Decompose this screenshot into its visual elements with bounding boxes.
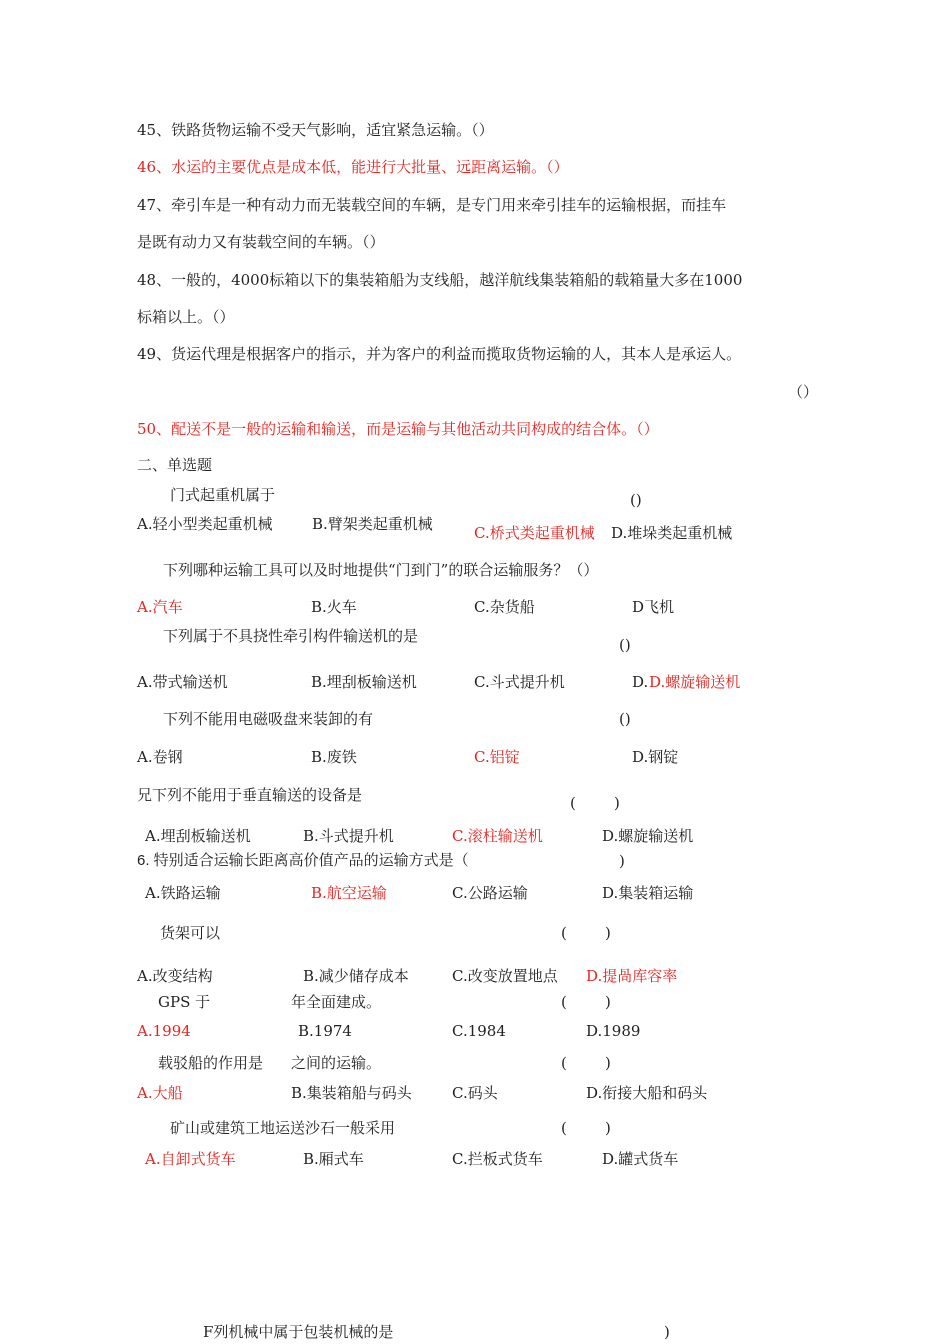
q10-option-c: C.拦板式货车	[452, 1150, 543, 1168]
q2-option-a: A.汽车	[137, 598, 183, 616]
q10-stem: 矿山或建筑工地运送沙石一般采用	[170, 1119, 396, 1137]
q4-option-c: C.铝锭	[474, 748, 520, 766]
q2-stem: 下列哪种运输工具可以及时地提供“门到门”的联合运输服务？（）	[163, 561, 599, 579]
q7-stem: 货架可以	[160, 924, 221, 942]
q5-stem: 兄下列不能用于垂直输送的设备是	[137, 786, 363, 804]
q3-option-d-prefix: D.	[632, 673, 649, 691]
q7-option-c: C.改变放置地点	[452, 967, 558, 985]
question-47-line1: 47、牵引车是一种有动力而无装载空间的车辆，是专门用来牵引挂车的运输根据，而挂车	[137, 196, 727, 214]
q9-option-c: C.码头	[452, 1084, 498, 1102]
q2-option-d: D飞机	[632, 598, 675, 616]
q4-option-a: A.卷钢	[137, 748, 183, 766]
q7-option-b: B.减少储存成本	[303, 967, 409, 985]
q1-option-c: C.桥式类起重机械	[474, 524, 595, 542]
q7-option-d: D.提咼库容率	[586, 967, 678, 985]
q8-stem: GPS 于	[158, 993, 211, 1011]
q6-option-d: D.集装箱运输	[602, 884, 694, 902]
q9-stem-suffix: 之间的运输。	[291, 1054, 382, 1072]
q6-option-b: B.航空运输	[311, 884, 387, 902]
q1-stem: 门式起重机属于	[170, 486, 276, 504]
q5-option-c: C.滚柱输送机	[452, 827, 543, 845]
q9-option-b: B.集装箱船与码头	[291, 1084, 412, 1102]
question-46: 46、水运的主要优点是成本低，能进行大批量、远距离运输。（）	[137, 158, 569, 176]
q8-stem-suffix: 年全面建成。	[291, 993, 382, 1011]
q4-stem: 下列不能用电磁吸盘来装卸的有	[163, 710, 374, 728]
q7-option-a: A.改变结构	[137, 967, 213, 985]
q8-option-c: C.1984	[452, 1022, 506, 1040]
q6-stem: 6. 特别适合运输长距离高价值产品的运输方式是（	[137, 852, 469, 869]
q9-option-a: A.大船	[137, 1084, 183, 1102]
q6-option-c: C.公路运输	[452, 884, 528, 902]
q9-stem: 载驳船的作用是	[158, 1054, 264, 1072]
q11-bracket: )	[664, 1323, 670, 1341]
question-45: 45、铁路货物运输不受天气影响，适宜紧急运输。（）	[137, 121, 494, 139]
q8-option-d: D.1989	[586, 1022, 641, 1040]
q4-option-d: D.钢锭	[632, 748, 679, 766]
q1-option-d: D.堆垛类起重机械	[611, 524, 733, 542]
q8-bracket: ( )	[561, 993, 611, 1011]
q6-bracket: )	[619, 852, 625, 870]
q1-bracket: ()	[630, 491, 642, 509]
q3-option-a: A.带式输送机	[137, 673, 228, 691]
q5-bracket: ( )	[570, 794, 620, 812]
section-title: 二、单选题	[137, 456, 213, 474]
question-48-line2: 标箱以上。（）	[137, 308, 235, 326]
q3-stem: 下列属于不具挠性牵引构件输送机的是	[163, 627, 419, 645]
q9-bracket: ( )	[561, 1054, 611, 1072]
q2-option-c: C.杂货船	[474, 598, 535, 616]
q2-option-b: B.火车	[311, 598, 357, 616]
q5-option-b: B.斗式提升机	[303, 827, 394, 845]
q7-bracket: ( )	[561, 924, 611, 942]
question-48-line1: 48、一般的，4000标箱以下的集装箱船为支线船，越洋航线集装箱船的载箱量大多在1000	[137, 271, 743, 289]
q1-option-a: A.轻小型类起重机械	[137, 515, 273, 533]
q6-option-a: A.铁路运输	[145, 884, 221, 902]
q3-option-d: D.螺旋输送机	[649, 673, 741, 691]
q4-bracket: ()	[619, 710, 631, 728]
q8-option-a: A.1994	[137, 1022, 191, 1040]
question-47-line2: 是既有动力又有装载空间的车辆。（）	[137, 233, 385, 251]
q10-option-b: B.厢式车	[303, 1150, 364, 1168]
q3-bracket: ()	[619, 636, 631, 654]
question-49-line1: 49、货运代理是根据客户的指示，并为客户的利益而揽取货物运输的人，其本人是承运人。	[137, 345, 742, 363]
q10-bracket: ( )	[561, 1119, 611, 1137]
question-49-line2: （）	[788, 383, 819, 401]
q9-option-d: D.衔接大船和码头	[586, 1084, 708, 1102]
q3-option-b: B.埋刮板输送机	[311, 673, 417, 691]
q10-option-d: D.罐式货车	[602, 1150, 679, 1168]
q8-option-b: B.1974	[298, 1022, 352, 1040]
q10-option-a: A.自卸式货车	[145, 1150, 236, 1168]
q11-stem: F列机械中属于包装机械的是	[203, 1323, 394, 1341]
q3-option-c: C.斗式提升机	[474, 673, 565, 691]
q4-option-b: B.废铁	[311, 748, 357, 766]
q5-option-d: D.螺旋输送机	[602, 827, 694, 845]
question-50: 50、配送不是一般的运输和输送，而是运输与其他活动共同构成的结合体。（）	[137, 420, 659, 438]
q1-option-b: B.臂架类起重机械	[312, 515, 433, 533]
q5-option-a: A.埋刮板输送机	[145, 827, 251, 845]
